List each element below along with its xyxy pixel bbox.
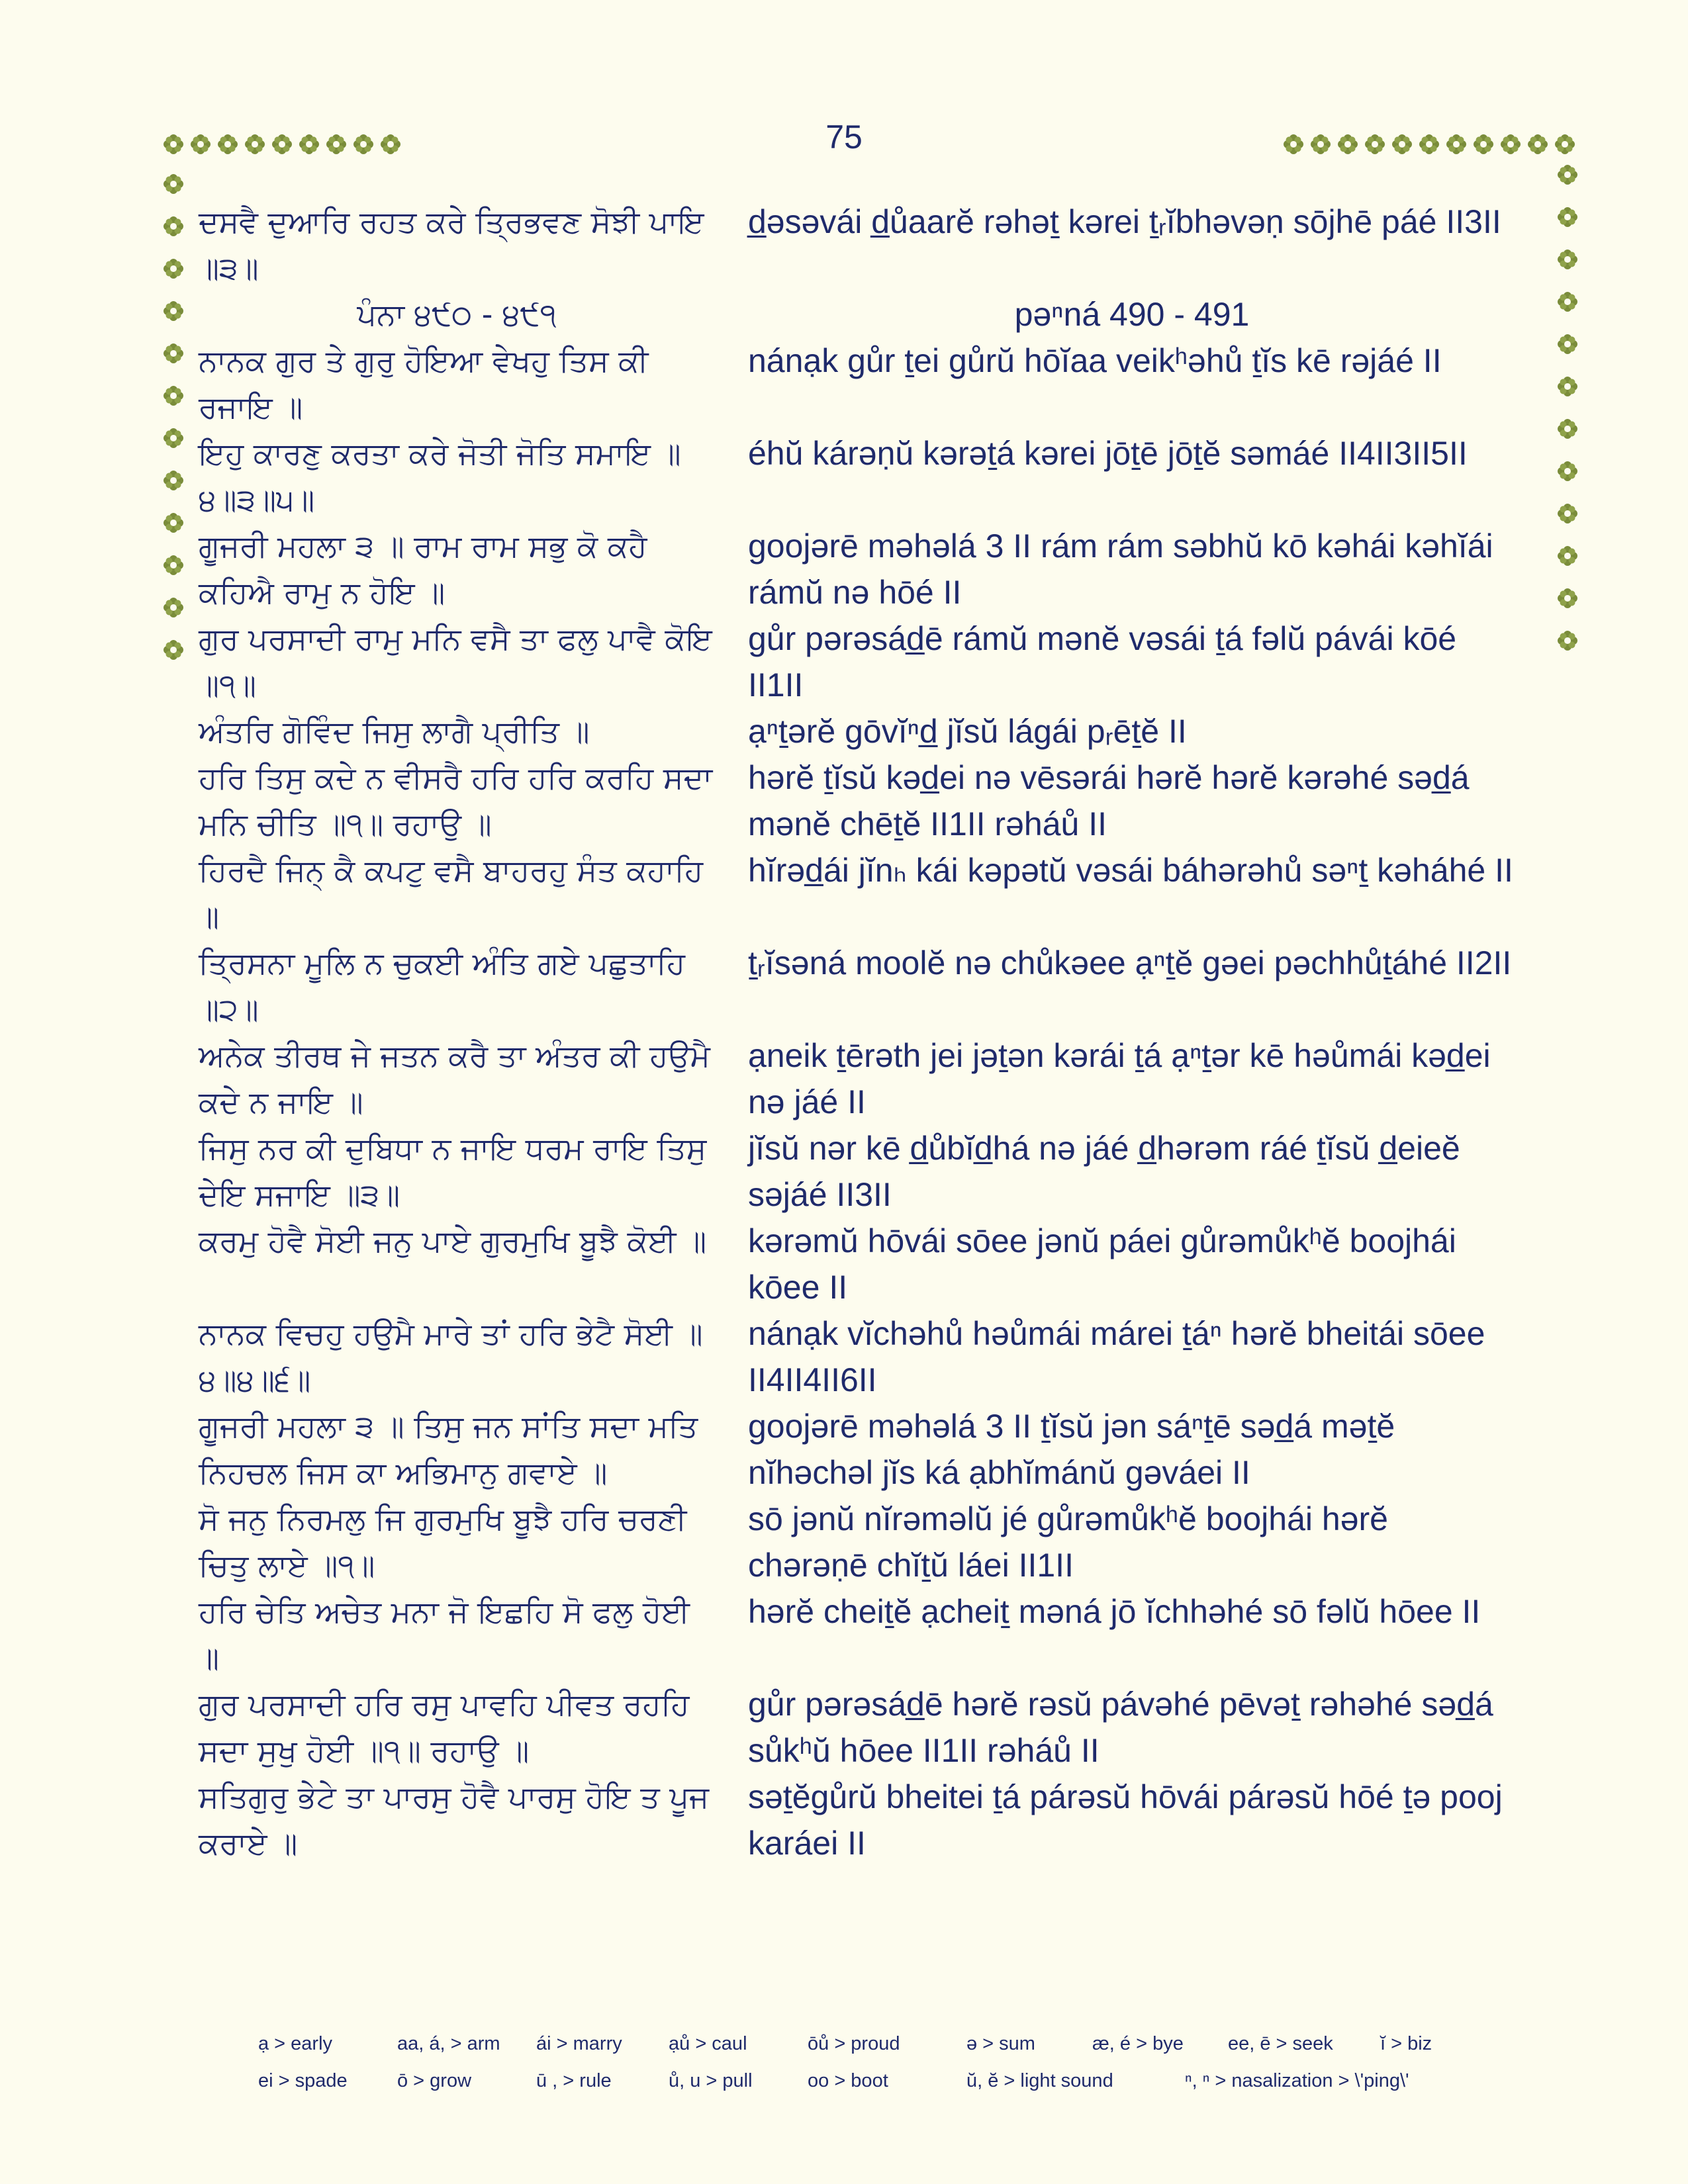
transliteration-text: səṯĕgůrŭ bheitei ṯá párəsŭ hōvái párəsŭ hōé ṯə pooj karáei II: [748, 1778, 1503, 1862]
verse-row: [199, 1403, 1516, 1496]
flower-ornament: [163, 470, 184, 491]
flower-ornament: [1557, 206, 1578, 228]
transliteration-text: éhŭ kárəṇŭ kərəṯá kərei jōṯē jōṯĕ səmáé II4II3II5II: [748, 435, 1468, 472]
legend-item: ạů > caul: [669, 2032, 747, 2054]
pronunciation-legend: [258, 2025, 1516, 2099]
transliteration-text: kərəmŭ hōvái sōee jənŭ páei gůrəmůkʰĕ boojhái kōee II: [748, 1222, 1456, 1306]
flower-ornament: [163, 173, 184, 195]
flower-ornament: [163, 300, 184, 322]
verse-row: [199, 1310, 1516, 1403]
legend-item: ạ > early: [258, 2032, 333, 2054]
legend-row: [258, 2025, 1516, 2062]
gurmukhi-text: ਗੁਰ ਪਰਸਾਦੀ ਹਰਿ ਰਸੁ ਪਾਵਹਿ ਪੀਵਤ ਰਹਹਿ ਸਦਾ ਸੁਖੁ ਹੋਈ ॥੧॥ ਰਹਾਉ ॥: [199, 1686, 690, 1768]
transliteration-text: goojərē məhəlá 3 II ṯĭsŭ jən sáⁿṯē səd̲á məṯĕ nĭhəchəl jĭs ká ạbhĭmánŭ gəváei II: [748, 1408, 1395, 1491]
gurmukhi-text: ਇਹੁ ਕਾਰਣੁ ਕਰਤਾ ਕਰੇ ਜੋਤੀ ਜੋਤਿ ਸਮਾਇ ॥੪॥੩॥੫॥: [199, 435, 681, 518]
gurmukhi-text: ਗੂਜਰੀ ਮਹਲਾ ੩ ॥ ਤਿਸੁ ਜਨ ਸਾਂਤਿ ਸਦਾ ਮਤਿ ਨਿਹਚਲ ਜਿਸ ਕਾ ਅਭਿਮਾਨੁ ਗਵਾਏ ॥: [199, 1408, 698, 1490]
legend-item: ái > marry: [536, 2032, 622, 2054]
gurmukhi-text: ਗੂਜਰੀ ਮਹਲਾ ੩ ॥ ਰਾਮ ਰਾਮ ਸਭੁ ਕੋ ਕਹੈ ਕਹਿਐ ਰਾਮੁ ਨ ਹੋਇ ॥: [199, 528, 647, 610]
flower-ornament: [1557, 376, 1578, 397]
legend-item: aa, á, > arm: [397, 2032, 500, 2054]
verse-row: [199, 1774, 1516, 1866]
verse-row: [199, 1588, 1516, 1681]
legend-item: ō > grow: [397, 2070, 472, 2091]
gurmukhi-text: ਪੰਨਾ ੪੯੦ - ੪੯੧: [357, 296, 557, 332]
legend-item: ei > spade: [258, 2070, 348, 2091]
transliteration-text: goojərē məhəlá 3 II rám rám səbhŭ kō kəhái kəhĭái rámŭ nə hōé II: [748, 527, 1493, 611]
legend-item: ə > sum: [966, 2032, 1035, 2054]
gurmukhi-text: ਦਸਵੈ ਦੁਆਰਿ ਰਹਤ ਕਰੇ ਤ੍ਰਿਭਵਣ ਸੋਝੀ ਪਾਇ ॥੩॥: [199, 204, 704, 286]
transliteration-text: nánạk gůr ṯei gůrŭ hōĭaa veikʰəhů ṯĭs kē rəjáé II: [748, 342, 1442, 379]
gurmukhi-text: ਸਤਿਗੁਰੁ ਭੇਟੇ ਤਾ ਪਾਰਸੁ ਹੋਵੈ ਪਾਰਸੁ ਹੋਇ ਤ ਪੂਜ ਕਰਾਏ ॥: [199, 1779, 710, 1861]
gurmukhi-text: ਹਿਰਦੈ ਜਿਨ੍ ਕੈ ਕਪਟੁ ਵਸੈ ਬਾਹਰਹੁ ਸੰਤ ਕਹਾਹਿ ॥: [199, 852, 704, 934]
flower-ornament: [1557, 588, 1578, 609]
transliteration-text: pəⁿná 490 - 491: [1014, 296, 1250, 333]
legend-item: oo > boot: [808, 2070, 888, 2091]
transliteration-text: d̲əsəvái d̲ůaarĕ rəhəṯ kərei ṯᵣĭbhəvəṇ sōjhē páé II3II: [748, 203, 1501, 240]
verse-row: [199, 1218, 1516, 1310]
verse-row: [199, 430, 1516, 523]
legend-item: ōů > proud: [808, 2032, 900, 2054]
flower-ornament: [1557, 418, 1578, 439]
legend-row: [258, 2062, 1516, 2099]
transliteration-text: hərĕ cheiṯĕ ạcheiṯ məná jō ĭchhəhé sō fəlŭ hōee II: [748, 1593, 1481, 1630]
flower-ornament: [1557, 630, 1578, 651]
legend-item: ee, ē > seek: [1228, 2032, 1333, 2054]
flower-ornament: [163, 385, 184, 406]
gurmukhi-text: ਤ੍ਰਿਸਨਾ ਮੂਲਿ ਨ ਚੁਕਈ ਅੰਤਿ ਗਏ ਪਛੁਤਾਹਿ ॥੨॥: [199, 945, 685, 1027]
verse-row: [199, 847, 1516, 940]
verse-row: [199, 1125, 1516, 1218]
transliteration-text: ạneik ṯērəth jei jəṯən kərái ṯá ạⁿṯər kē həůmái kəd̲ei nə jáé II: [748, 1037, 1491, 1120]
gurmukhi-text: ਜਿਸੁ ਨਰ ਕੀ ਦੁਬਿਧਾ ਨ ਜਾਇ ਧਰਮ ਰਾਇ ਤਿਸੁ ਦੇਇ ਸਜਾਇ ॥੩॥: [199, 1130, 707, 1212]
transliteration-text: jĭsŭ nər kē d̲ůbĭd̲há nə jáé d̲hərəm ráé ṯĭsŭ d̲eieĕ səjáé II3II: [748, 1130, 1460, 1213]
verse-row: [199, 615, 1516, 708]
legend-item: ů, u > pull: [669, 2070, 753, 2091]
flower-ornament: [1557, 164, 1578, 185]
transliteration-text: sō jənŭ nĭrəməlŭ jé gůrəmůkʰĕ boojhái hərĕ chərəṇē chĭṯŭ láei II1II: [748, 1500, 1388, 1584]
transliteration-text: nánạk vĭchəhů həůmái márei ṯáⁿ hərĕ bheitái sōee II4II4II6II: [748, 1315, 1485, 1398]
verse-row: [199, 338, 1516, 430]
verse-row: [199, 199, 1516, 291]
verse-row: [199, 1681, 1516, 1774]
verse-row: [199, 1496, 1516, 1588]
transliteration-text: gůr pərəsád̲ē rámŭ mənĕ vəsái ṯá fəlŭ pávái kōé II1II: [748, 620, 1457, 704]
flower-ornament: [163, 258, 184, 279]
flower-ornament: [1557, 249, 1578, 270]
legend-item: ū , > rule: [536, 2070, 612, 2091]
flower-ornament: [163, 428, 184, 449]
transliteration-text: ạⁿṯərĕ gōvĭⁿd̲ jĭsŭ lágái pᵣēṯĕ II: [748, 713, 1187, 750]
flower-ornament: [1557, 334, 1578, 355]
flower-ornament: [163, 216, 184, 237]
page-range-header: [199, 291, 1516, 338]
transliteration-text: ṯᵣĭsəná moolĕ nə chůkəee ạⁿṯĕ gəei pəchhůṯáhé II2II: [748, 944, 1512, 981]
transliteration-text: hərĕ ṯĭsŭ kəd̲ei nə vēsərái hərĕ hərĕ kərəhé səd̲á mənĕ chēṯĕ II1II rəháů II: [748, 759, 1470, 842]
flower-ornament: [1557, 503, 1578, 524]
gurmukhi-text: ਨਾਨਕ ਵਿਚਹੁ ਹਉਮੈ ਮਾਰੇ ਤਾਂ ਹਰਿ ਭੇਟੈ ਸੋਈ ॥੪॥੪॥੬॥: [199, 1316, 703, 1398]
flower-ornament: [163, 512, 184, 533]
flower-ornament: [163, 597, 184, 618]
gurmukhi-text: ਹਰਿ ਤਿਸੁ ਕਦੇ ਨ ਵੀਸਰੈ ਹਰਿ ਹਰਿ ਕਰਹਿ ਸਦਾ ਮਨਿ ਚੀਤਿ ॥੧॥ ਰਹਾਉ ॥: [199, 760, 713, 842]
gurmukhi-text: ਹਰਿ ਚੇਤਿ ਅਚੇਤ ਮਨਾ ਜੋ ਇਛਹਿ ਸੋ ਫਲੁ ਹੋਈ ॥: [199, 1594, 690, 1676]
gurmukhi-text: ਕਰਮੁ ਹੋਵੈ ਸੋਈ ਜਨੁ ਪਾਏ ਗੁਰਮੁਖਿ ਬੂਝੈ ਕੋਈ ॥: [199, 1223, 707, 1259]
transliteration-text: gůr pərəsád̲ē hərĕ rəsŭ pávəhé pēvəṯ rəhəhé səd̲á sůkʰŭ hōee II1II rəháů II: [748, 1686, 1493, 1769]
legend-item: ⁿ, ⁿ > nasalization > \'ping\': [1185, 2070, 1409, 2091]
verse-row: [199, 940, 1516, 1032]
flower-ornament: [163, 639, 184, 660]
flower-ornament: [163, 343, 184, 364]
verse-row: [199, 523, 1516, 615]
verse-table: [199, 199, 1516, 1866]
legend-item: ŭ, ĕ > light sound: [966, 2070, 1113, 2091]
flower-ornament: [163, 555, 184, 576]
gurmukhi-text: ਅਨੇਕ ਤੀਰਥ ਜੇ ਜਤਨ ਕਰੈ ਤਾ ਅੰਤਰ ਕੀ ਹਉਮੈ ਕਦੇ ਨ ਜਾਇ ॥: [199, 1038, 710, 1120]
page-number: 75: [825, 118, 863, 156]
flower-ornament: [1557, 545, 1578, 567]
gurmukhi-text: ਅੰਤਰਿ ਗੋਵਿੰਦ ਜਿਸੁ ਲਾਗੈ ਪ੍ਰੀਤਿ ॥: [199, 713, 590, 749]
gurmukhi-text: ਸੋ ਜਨੁ ਨਿਰਮਲੁ ਜਿ ਗੁਰਮੁਖਿ ਬੂਝੈ ਹਰਿ ਚਰਣੀ ਚਿਤੁ ਲਾਏ ॥੧॥: [199, 1501, 687, 1583]
verse-row: [199, 708, 1516, 754]
verse-row: [199, 1032, 1516, 1125]
flower-ornament: [1557, 291, 1578, 312]
legend-item: ĭ > biz: [1380, 2032, 1432, 2054]
flower-ornament: [1557, 461, 1578, 482]
transliteration-text: hĭrəd̲ái jĭnₕ kái kəpətŭ vəsái báhərəhů səⁿṯ kəháhé II: [748, 852, 1513, 889]
gurmukhi-text: ਨਾਨਕ ਗੁਰ ਤੇ ਗੁਰੁ ਹੋਇਆ ਵੇਖਹੁ ਤਿਸ ਕੀ ਰਜਾਇ ॥: [199, 343, 649, 425]
gurmukhi-text: ਗੁਰ ਪਰਸਾਦੀ ਰਾਮੁ ਮਨਿ ਵਸੈ ਤਾ ਫਲੁ ਪਾਵੈ ਕੋਇ ॥੧॥: [199, 621, 712, 703]
legend-item: æ, é > bye: [1092, 2032, 1184, 2054]
verse-row: [199, 754, 1516, 847]
